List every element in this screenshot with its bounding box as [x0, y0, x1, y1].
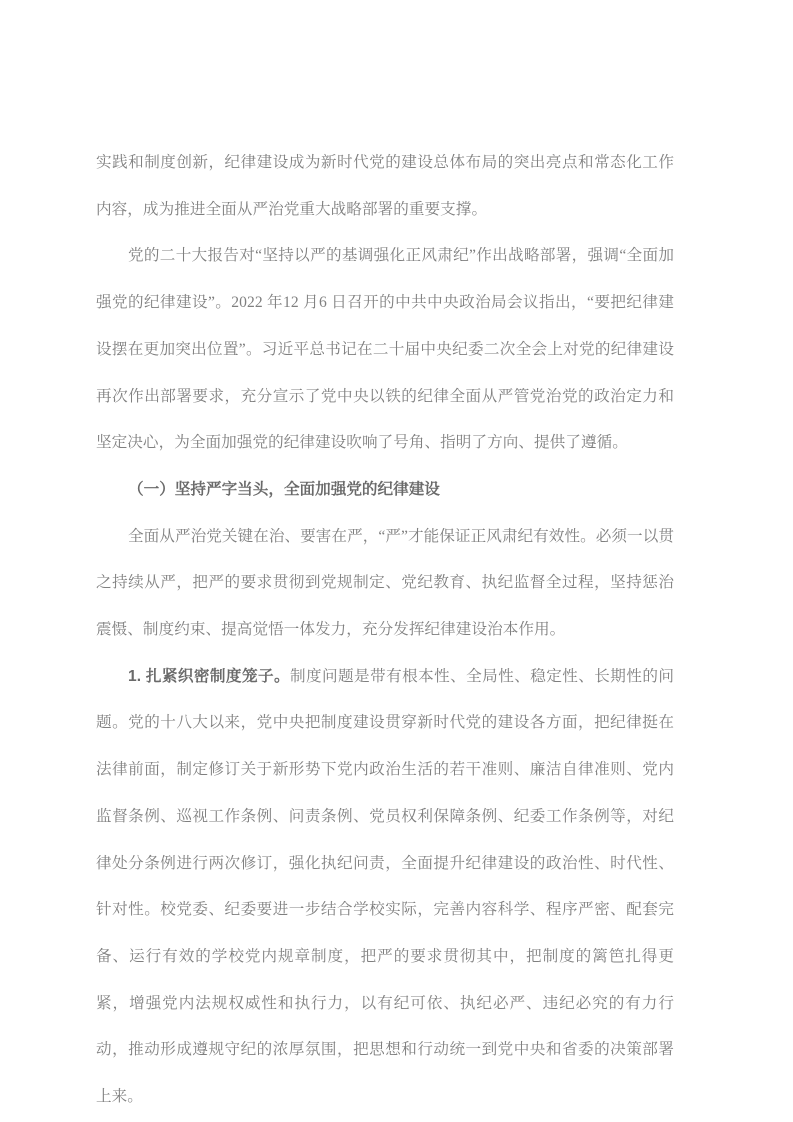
paragraph-4-text: 制度问题是带有根本性、全局性、稳定性、长期性的问题。党的十八大以来，党中央把制度建设贯穿新时代党的建设各方面，把纪律挺在法律前面，制定修订关于新形势下党内政治生活的若干准则、廉洁自律准则、党内监督条例、巡视工作条例、问责条例、党员权利保障条例、纪委工作条例等，对纪律处分条例进行两次修订，强化执纪问责，全面提升纪律建设的政治性、时代性、针对性。校党委、纪委要进一步结合学校实际，完善内容科学、程序严密、配套完备、运行有效的学校党内规章制度，把严的要求贯彻其中，把制度的篱笆扎得更紧，增强党内法规权威性和执行力，以有纪可依、执纪必严、违纪必究的有力行动，推动形成遵规守纪的浓厚氛围，把思想和行动统一到党中央和省委的决策部署上来。 — [96, 667, 674, 1106]
paragraph-4 — [96, 654, 674, 1121]
paragraph-1: 实践和制度创新，纪律建设成为新时代党的建设总体布局的突出亮点和常态化工作内容，成为推进全面从严治党重大战略部署的重要支撑。 — [96, 154, 674, 218]
section-heading-1: （一）坚持严字当头，全面加强党的纪律建设 — [128, 480, 440, 498]
paragraph-3: 全面从严治党关键在治、要害在严，“严”才能保证正风肃纪有效性。必须一以贯之持续从严，把严的要求贯彻到党规制定、党纪教育、执纪监督全过程，坚持惩治震慑、制度约束、提高觉悟一体发力，充分发挥纪律建设治本作用。 — [96, 527, 674, 639]
document-body — [96, 140, 674, 1121]
paragraph-2: 党的二十大报告对“坚持以严的基调强化正风肃纪”作出战略部署，强调“全面加强党的纪律建设”。2022 年12 月6 日召开的中共中央政治局会议指出，“要把纪律建设摆在更加突出位置”。习近平总书记在二十届中央纪委二次全会上对党的纪律建设再次作出部署要求，充分宣示了党中央以铁的纪律全面从严管党治党的政治定力和坚定决心，为全面加强党的纪律建设吹响了号角、指明了方向、提供了遵循。 — [96, 247, 674, 452]
paragraph-4-lead: 1. 扎紧织密制度笼子。 — [128, 667, 290, 685]
